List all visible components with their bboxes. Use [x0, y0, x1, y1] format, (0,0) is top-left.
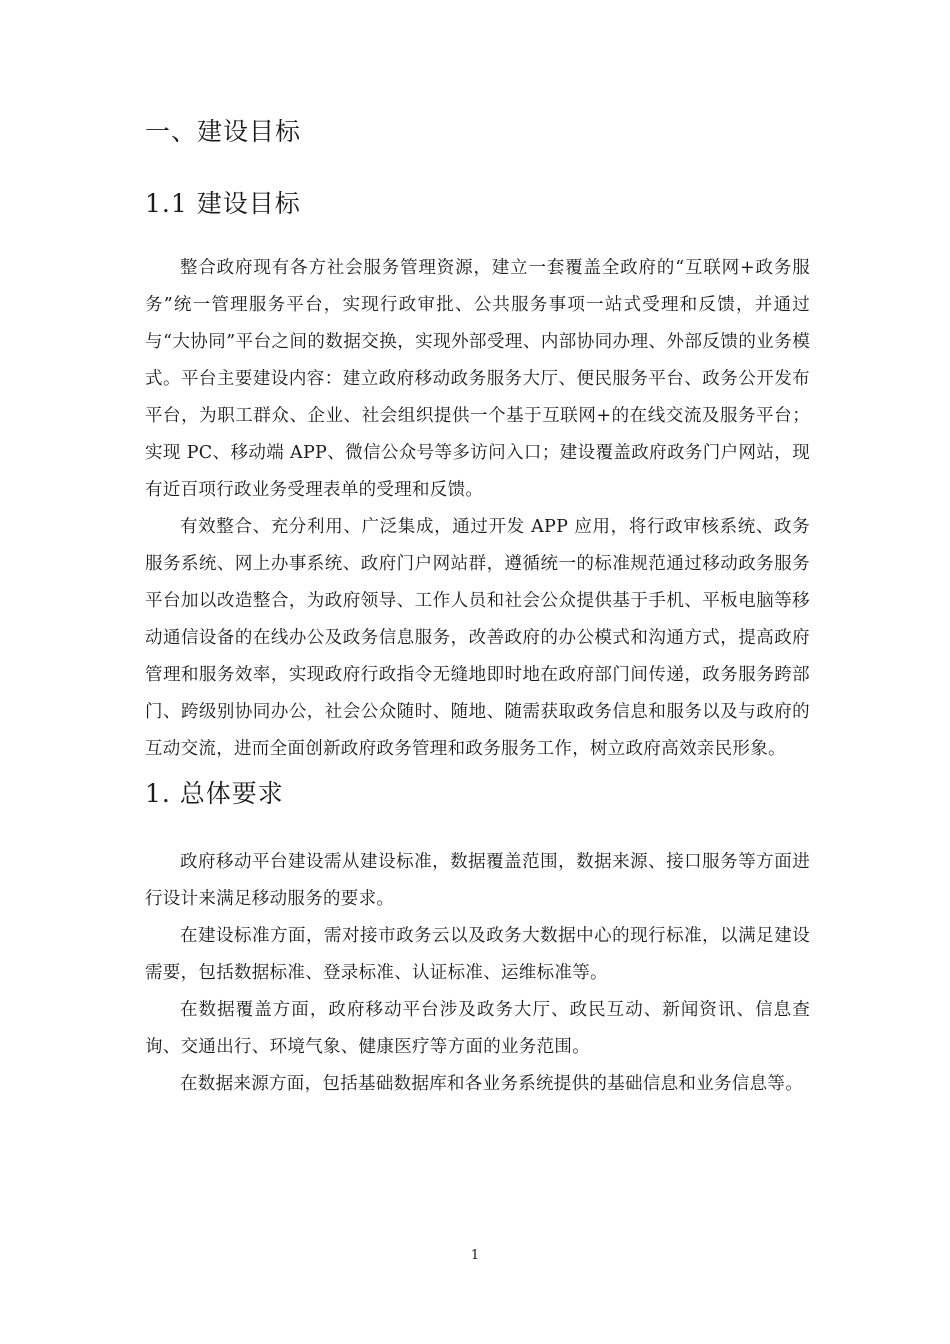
- section-heading-overall-requirements: 1. 总体要求: [145, 779, 284, 808]
- page-content: [145, 112, 810, 1103]
- paragraph: 政府移动平台建设需从建设标准，数据覆盖范围，数据来源、接口服务等方面进行设计来满足移动服务的要求。: [145, 852, 810, 909]
- page-number: 1: [470, 1248, 480, 1263]
- chapter-heading: 一、建设目标: [145, 117, 302, 146]
- paragraph: 在建设标准方面，需对接市政务云以及政务大数据中心的现行标准，以满足建设需要，包括数据标准、登录标准、认证标准、运维标准等。: [145, 926, 810, 983]
- paragraph: 在数据覆盖方面，政府移动平台涉及政务大厅、政民互动、新闻资讯、信息查询、交通出行、环境气象、健康医疗等方面的业务范围。: [145, 1000, 810, 1057]
- section-heading-1-1: 1.1 建设目标: [145, 189, 301, 218]
- paragraph: 整合政府现有各方社会服务管理资源，建立一套覆盖全政府的“互联网+政务服务”统一管理服务平台，实现行政审批、公共服务事项一站式受理和反馈，并通过与“大协同”平台之间的数据交换，实现外部受理、内部协同办理、外部反馈的业务模式。平台主要建设内容：建立政府移动政务服务大厅、便民服务平台、政务公开发布平台，为职工群众、企业、社会组织提供一个基于互联网+的在线交流及服务平台；实现 PC、移动端 APP、微信公众号等多访问入口；建设覆盖政府政务门户网站，现有近百项行政业务受理表单的受理和反馈。: [145, 258, 810, 500]
- paragraph: 在数据来源方面，包括基础数据库和各业务系统提供的基础信息和业务信息等。: [180, 1074, 803, 1094]
- paragraph: 有效整合、充分利用、广泛集成，通过开发 APP 应用，将行政审核系统、政务服务系统、网上办事系统、政府门户网站群，遵循统一的标准规范通过移动政务服务平台加以改造整合，为政府领导、工作人员和社会公众提供基于手机、平板电脑等移动通信设备的在线办公及政务信息服务，改善政府的办公模式和沟通方式，提高政府管理和服务效率，实现政府行政指令无缝地即时地在政府部门间传递，政务服务跨部门、跨级别协同办公，社会公众随时、随地、随需获取政务信息和服务以及与政府的互动交流，进而全面创新政府政务管理和政务服务工作，树立政府高效亲民形象。: [145, 517, 810, 759]
